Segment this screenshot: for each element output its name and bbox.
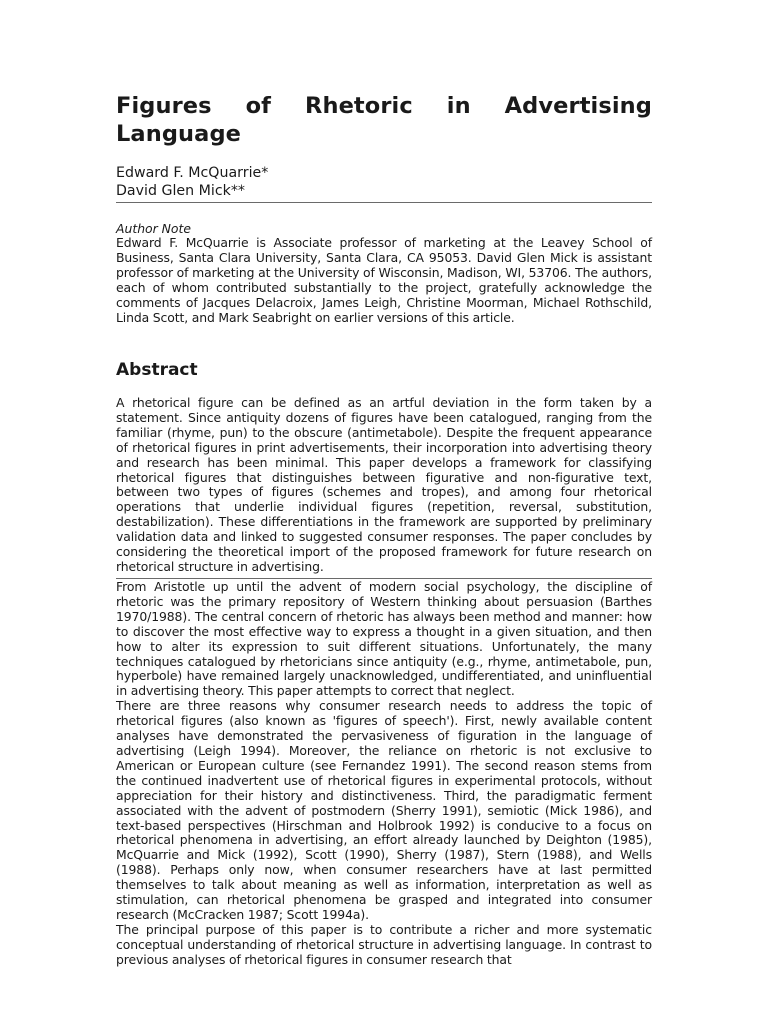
body-paragraph: From Aristotle up until the advent of modern social psychology, the discipline of rhetoric was the primary repository of Western thinking about persuasion (Barthes 1970/1988). The central concern of rhetoric has always been method and manner: how to discover the most effective way to express a thought in a given situation, and then how to alter its expression to suit different situations. Unfortunately, the many techniques catalogued by rhetoricians since antiquity (e.g., rhyme, antimetabole, pun, hyperbole) have remained largely unacknowledged, undifferentiated, and uninfluential in advertising theory. This paper attempts to correct that neglect. — [116, 579, 652, 699]
title-divider — [116, 202, 652, 203]
body-paragraph: The principal purpose of this paper is to contribute a richer and more systematic conceptual understanding of rhetorical structure in advertising language. In contrast to previous analyses of rhetorical figures in consumer research that — [116, 921, 652, 967]
title-block — [116, 92, 652, 148]
author-note-text: Edward F. McQuarrie is Associate professor of marketing at the Leavey School of Business, Santa Clara University, Santa Clara, CA 95053. David Glen Mick is assistant professor of marketing at the University of Wisconsin, Madison, WI, 53706. The authors, each of whom contributed substantially to the project, gratefully acknowledge the comments of Jacques Delacroix, James Leigh, Christine Moorman, Michael Rothschild, Linda Scott, and Mark Seabright on earlier versions of this article. — [116, 235, 652, 325]
author-list — [116, 164, 652, 200]
body-text — [116, 580, 652, 968]
author-name: Edward F. McQuarrie* — [116, 165, 269, 181]
author-name: David Glen Mick** — [116, 183, 246, 199]
paper-title: Figures of Rhetoric in Advertising Language — [116, 93, 652, 147]
author-note — [116, 221, 652, 325]
body-paragraph: There are three reasons why consumer research needs to address the topic of rhetorical figures (also known as 'figures of speech'). First, newly available content analyses have demonstrated the pervasiveness of figuration in the language of advertising (Leigh 1994). Moreover, the reliance on rhetoric is not exclusive to American or European culture (see Fernandez 1991). The second reason stems from the continued inadvertent use of rhetorical figures in experimental protocols, without appreciation for their history and distinctiveness. Third, the paradigmatic ferment associated with the advent of postmodern (Sherry 1991), semiotic (Mick 1986), and text-based perspectives (Hirschman and Holbrook 1992) is conducive to a focus on rhetorical phenomena in advertising, an effort already launched by Deighton (1985), McQuarrie and Mick (1992), Scott (1990), Sherry (1987), Stern (1988), and Wells (1988). Perhaps only now, when consumer researchers have at last permitted themselves to talk about meaning as well as information, interpretation as well as stimulation, can rhetorical phenomena be grasped and integrated into consumer research (McCracken 1987; Scott 1994a). — [116, 698, 652, 922]
abstract-section — [116, 360, 652, 380]
abstract-text: A rhetorical figure can be defined as an artful deviation in the form taken by a statement. Since antiquity dozens of figures have been catalogued, ranging from the familiar (rhyme, pun) to the obscure (antimetabole). Despite the frequent appearance of rhetorical figures in print advertisements, their incorporation into advertising theory and research has been minimal. This paper develops a framework for classifying rhetorical figures that distinguishes between figurative and non-figurative text, between two types of figures (schemes and tropes), and among four rhetorical operations that underlie individual figures (repetition, reversal, substitution, destabilization). These differentiations in the framework are supported by preliminary validation data and linked to suggested consumer responses. The paper concludes by considering the theoretical import of the proposed framework for future research on rhetorical structure in advertising. — [116, 395, 652, 574]
abstract-heading: Abstract — [116, 360, 198, 380]
author-note-heading: Author Note — [116, 221, 191, 236]
